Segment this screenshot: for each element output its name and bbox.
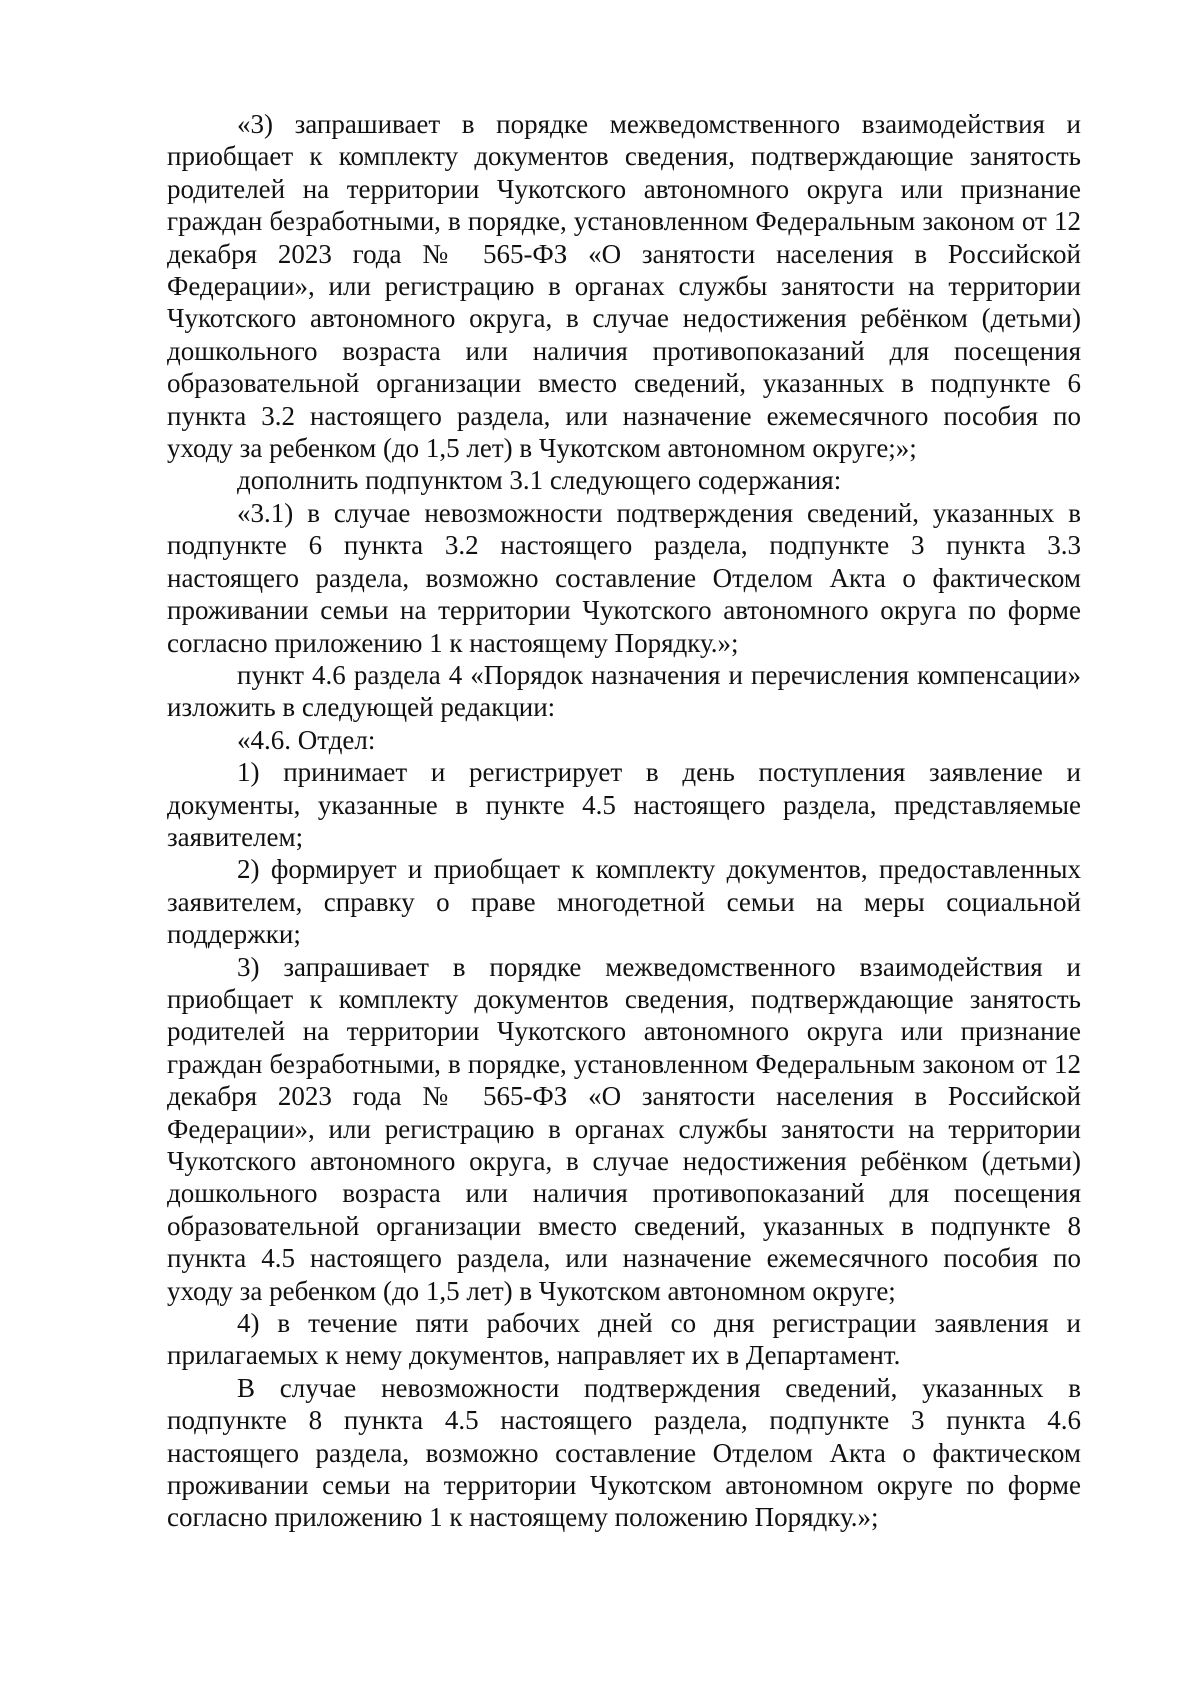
paragraph-item-3: 3) запрашивает в порядке межведомственного взаимодействия и приобщает к комплекту документов сведения, подтверждающие занятость родителей на территории Чукотского автономного округа или признание граждан безработными, в порядке, установленном Федеральным законом от 12 декабря 2023 года № 565-ФЗ «О занятости населения в Российской Федерации», или регистрацию в органах службы занятости на территории Чукотского автономного округа, в случае недостижения ребёнком (детьми) дошкольного возраста или наличия противопоказаний для посещения образовательной организации вместо сведений, указанных в подпункте 8 пункта 4.5 настоящего раздела, или назначение ежемесячного пособия по уходу за ребенком (до 1,5 лет) в Чукотском автономном округе;: [167, 951, 1081, 1306]
paragraph-point-4-6-intro: пункт 4.6 раздела 4 «Порядок назначения и перечисления компенсации» изложить в следующей редакции:: [167, 659, 1081, 723]
paragraph-item-2: 2) формирует и приобщает к комплекту документов, предоставленных заявителем, справку о праве многодетной семьи на меры социальной поддержки;: [167, 854, 1081, 950]
paragraph-item-4: 4) в течение пяти рабочих дней со дня регистрации заявления и прилагаемых к нему документов, направляет их в Департамент.: [167, 1308, 1081, 1371]
paragraph-subpoint-3-1: «3.1) в случае невозможности подтверждения сведений, указанных в подпункте 6 пункта 3.2 настоящего раздела, подпункте 3 пункта 3.3 настоящего раздела, возможно составление Отделом Акта о фактическом проживании семьи на территории Чукотского автономного округа по форме согласно приложению 1 к настоящему Порядку.»;: [167, 497, 1081, 658]
paragraph-point-4-6-heading: «4.6. Отдел:: [237, 724, 376, 755]
document-page: [167, 108, 1081, 1534]
paragraph-subpoint-3-first: «3) запрашивает в порядке межведомственного взаимодействия и приобщает к комплекту документов сведения, подтверждающие занятость родителей на территории Чукотского автономного округа или признание граждан безработными, в порядке, установленном Федеральным законом от 12 декабря 2023 года № 565-ФЗ «О занятости населения в Российской Федерации», или регистрацию в органах службы занятости на территории Чукотского автономного округа, в случае недостижения ребёнком (детьми) дошкольного возраста или наличия противопоказаний для посещения образовательной организации вместо сведений, указанных в подпункте 6 пункта 3.2 настоящего раздела, или назначение ежемесячного пособия по уходу за ребенком (до 1,5 лет) в Чукотском автономном округе;»;: [167, 109, 1081, 464]
paragraph-closing: В случае невозможности подтверждения сведений, указанных в подпункте 8 пункта 4.5 настоящего раздела, подпункте 3 пункта 4.6 настоящего раздела, возможно составление Отделом Акта о фактическом проживании семьи на территории Чукотском автономном округе по форме согласно приложению 1 к настоящему положению Порядку.»;: [167, 1372, 1081, 1533]
paragraph-item-1: 1) принимает и регистрирует в день поступления заявление и документы, указанные в пункте 4.5 настоящего раздела, представляемые заявителем;: [167, 757, 1081, 852]
paragraph-add-subpoint-3-1: дополнить подпунктом 3.1 следующего содержания:: [237, 465, 842, 496]
